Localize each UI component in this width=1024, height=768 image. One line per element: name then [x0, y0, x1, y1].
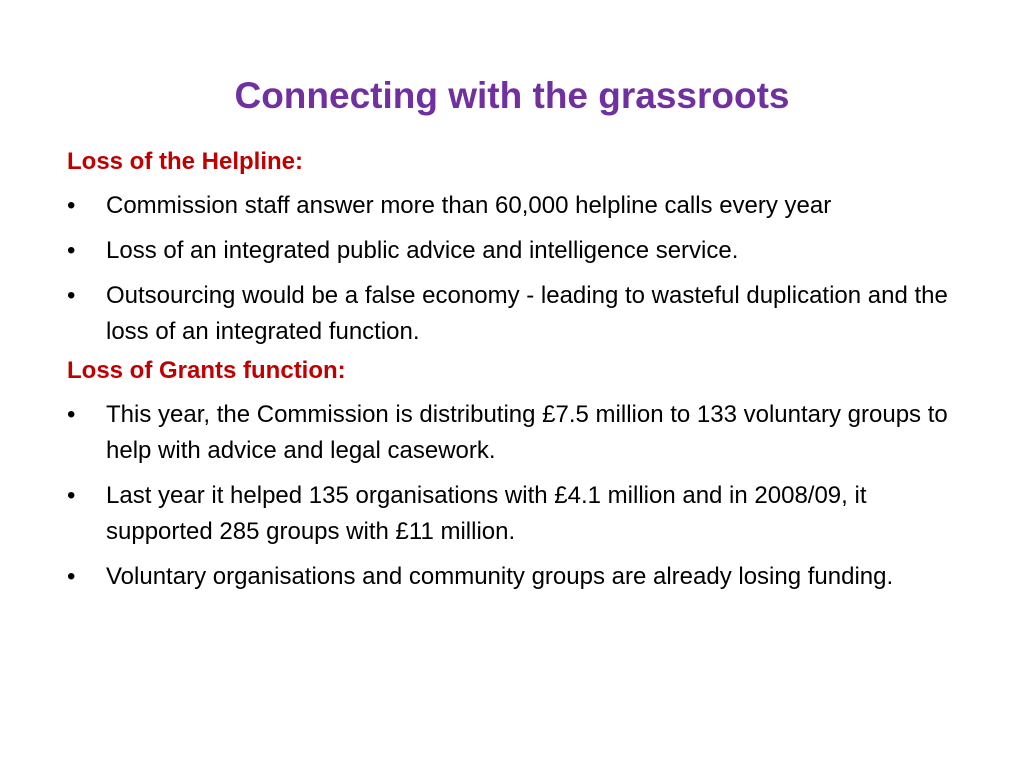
bullet-text: Outsourcing would be a false economy - leading to wasteful duplication and the loss of an integrated function. — [106, 282, 948, 345]
bullet-item — [67, 478, 967, 550]
slide-title: Connecting with the grassroots — [234, 75, 790, 116]
bullet-text: This year, the Commission is distributing £7.5 million to 133 voluntary groups to help with advice and legal casework. — [106, 401, 948, 464]
bullet-icon: • — [67, 282, 76, 309]
section-heading-helpline: Loss of the Helpline: — [67, 148, 304, 175]
bullet-icon: • — [67, 563, 76, 590]
bullet-item — [67, 559, 967, 595]
bullet-list-grants — [67, 397, 967, 595]
bullet-list-helpline — [67, 188, 967, 350]
bullet-item — [67, 397, 967, 469]
bullet-icon: • — [67, 401, 76, 428]
section-heading-grants: Loss of Grants function: — [67, 357, 346, 384]
bullet-text: Last year it helped 135 organisations with £4.1 million and in 2008/09, it supported 285 groups with £11 million. — [106, 482, 867, 545]
bullet-text: Commission staff answer more than 60,000 helpline calls every year — [106, 192, 832, 219]
bullet-item — [67, 233, 967, 269]
bullet-text: Loss of an integrated public advice and intelligence service. — [106, 237, 739, 264]
bullet-item — [67, 188, 967, 224]
bullet-icon: • — [67, 237, 76, 264]
bullet-icon: • — [67, 482, 76, 509]
bullet-icon: • — [67, 192, 76, 219]
bullet-item — [67, 278, 967, 350]
slide-content — [67, 145, 967, 595]
bullet-text: Voluntary organisations and community groups are already losing funding. — [106, 563, 894, 590]
